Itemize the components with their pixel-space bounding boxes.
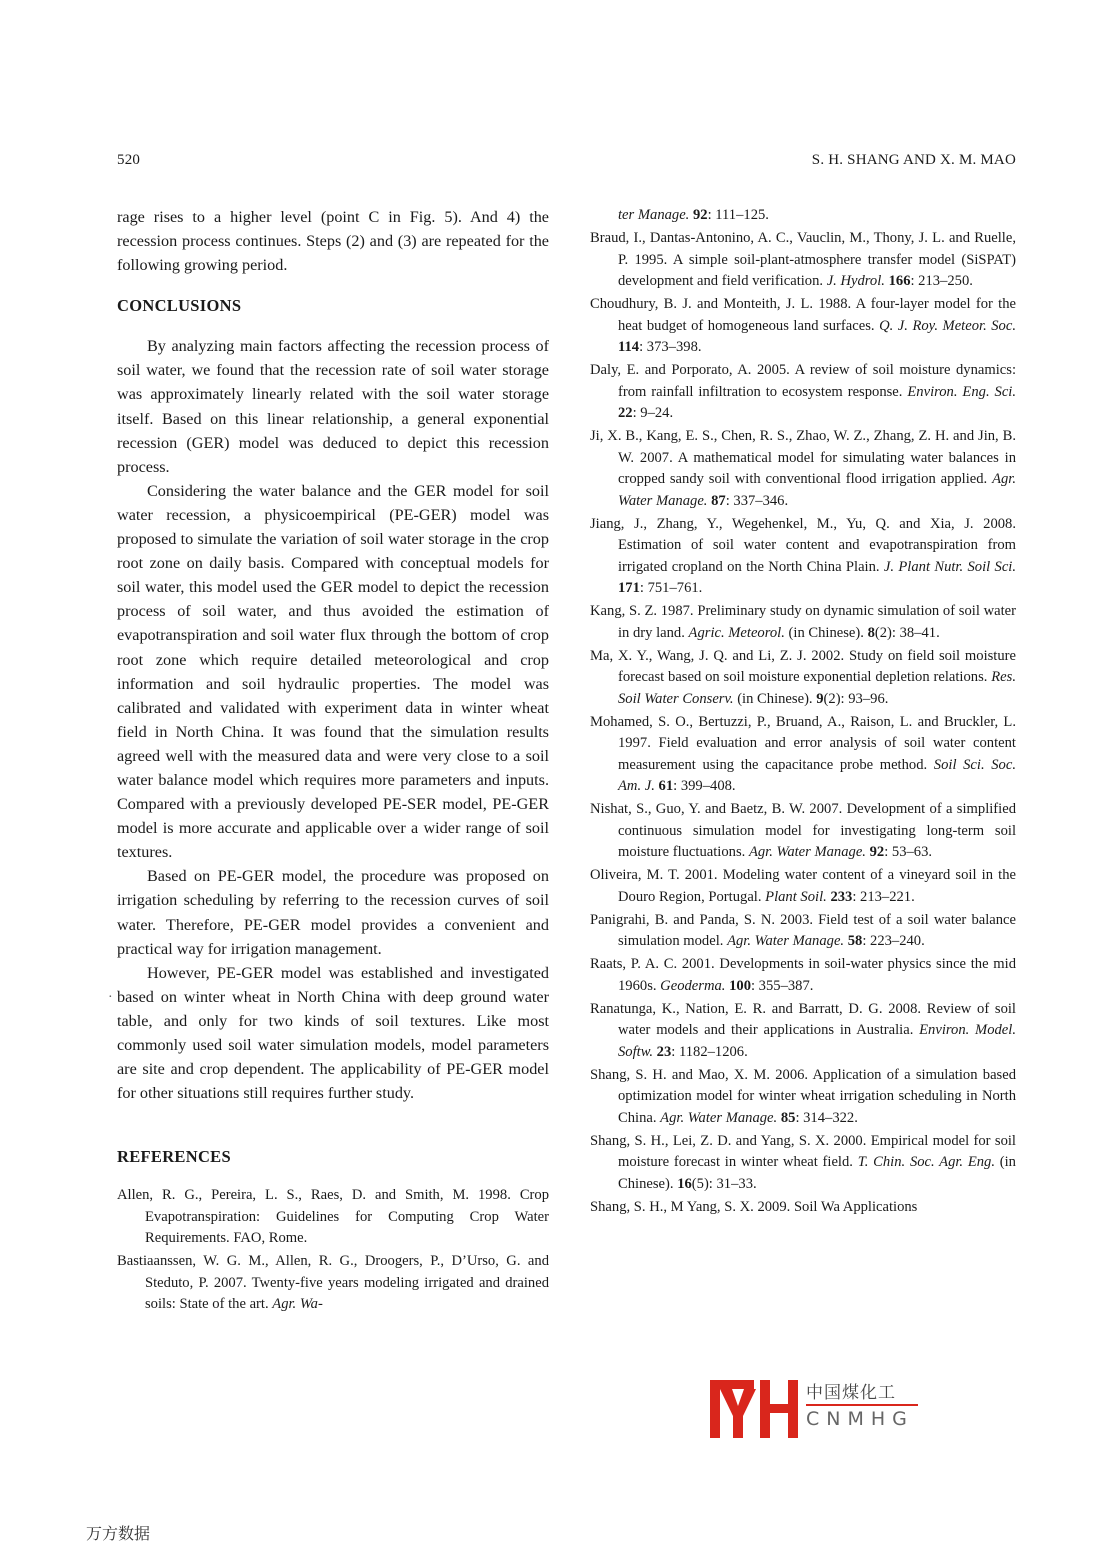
reference-item <box>590 294 1016 359</box>
conclusion-paragraph: However, PE-GER model was established and investigated based on winter wheat in North China with deep ground water table, and only for two kinds of soil textures. Like most commonly used soil water simulation models, model parameters are site and crop dependent. The applicability of PE-GER model for other situations still requires further study. <box>117 963 549 1103</box>
ref-pages: : 399–408. <box>673 778 736 794</box>
ref-volume: 92 <box>693 207 708 223</box>
reference-item <box>117 1251 549 1316</box>
ref-journal: Agric. Meteorol. <box>688 624 785 641</box>
right-column <box>590 205 1016 1220</box>
conclusions-heading: CONCLUSIONS <box>117 296 242 316</box>
ref-journal: Q. J. Roy. Meteor. Soc. <box>879 317 1016 334</box>
ref-title: Field test of a soil water balance simulation model. <box>618 911 1016 949</box>
ref-title: Crop Evapotranspiration: Guidelines for Computing Crop Water Requirements. FAO, Rome. <box>145 1187 549 1247</box>
ref-title: Modeling water content of a vineyard soil in the Douro Region, Portugal. <box>618 867 1016 905</box>
watermark-chinese-name: 中国煤化工 <box>806 1383 896 1403</box>
ref-journal: Soil Sci. Soc. Am. J. <box>618 756 1016 794</box>
reference-item <box>590 426 1016 512</box>
ref-journal: J. Hydrol. <box>826 273 885 289</box>
ref-pages: : 9–24. <box>632 405 674 421</box>
ref-volume: 87 <box>711 492 726 509</box>
reference-continuation <box>590 205 1016 227</box>
page-number: 520 <box>117 152 141 168</box>
ref-pages: : 337–346. <box>725 492 789 509</box>
ref-pages: : 213–250. <box>910 273 973 289</box>
ref-title: A simple soil-plant-atmosphere transfer model (SiSPAT) development and field verification. <box>618 251 1016 289</box>
ref-volume: 16 <box>677 1175 692 1192</box>
ref-pages: : 53–63. <box>884 844 933 860</box>
ref-authors: Raats, P. A. C. 2001. <box>590 956 715 972</box>
reference-item <box>590 1065 1016 1130</box>
reference-item <box>590 865 1016 908</box>
ref-pages: (2): 93–96. <box>823 690 889 707</box>
ref-authors: Ji, X. B., Kang, E. S., Chen, R. S., Zhao, W. Z., Zhang, Z. H. and Jin, B. W. 2007. <box>590 428 1016 466</box>
source-footer: 万方数据 <box>86 1524 151 1543</box>
conclusion-paragraph: Considering the water balance and the GER model for soil water recession, a physicoempirical (PE-GER) model was proposed to simulate the variation of soil water storage in the crop root zone on daily basis. Compared with conceptual models for soil water, this model used the GER model to depict the recession process of soil water, and thus avoided the estimation of evapotranspiration and soil water flux through the bottom of crop root zone which require detailed meteorological and crop information and soil hydraulic properties. The model was calibrated and validated with experiment data in winter wheat field in North China. It was found that the simulation results agreed well with the measured data and were very close to a soil water balance model which requires more parameters and inputs. Compared with a previously developed PE-SER model, PE-GER model is more accurate and applicable over a wider range of soil textures. <box>117 481 549 862</box>
ref-title: A mathematical model for simulating water balances in cropped sandy soil with conventional flood irrigation applied. <box>618 449 1016 487</box>
ref-title: Twenty-five years modeling irrigated and drained soils: State of the art. <box>145 1274 549 1313</box>
ref-authors: Kang, S. Z. 1987. <box>590 603 694 619</box>
intro-paragraph: rage rises to a higher level (point C in Fig. 5). And 4) the recession process continues. Steps (2) and (3) are repeated for the following growing period. <box>117 208 549 275</box>
ref-volume: 85 <box>780 1109 796 1126</box>
ref-volume: 171 <box>618 580 640 596</box>
reference-item <box>590 1197 1016 1219</box>
ref-authors: Shang, S. H. and Mao, X. M. 2006. <box>590 1066 809 1083</box>
ref-pages: : 751–761. <box>639 580 703 596</box>
ref-tail: Applications <box>842 1198 918 1215</box>
brand-mark-icon <box>710 1376 800 1438</box>
margin-mark: · <box>108 990 113 1005</box>
ref-authors: Shang, S. H., Lei, Z. D. and Yang, S. X. 2000. <box>590 1132 867 1149</box>
ref-journal: Agr. Wa- <box>272 1296 323 1313</box>
ref-title: Empirical model for soil moisture forecast in winter wheat field. <box>618 1132 1016 1170</box>
ref-authors: Oliveira, M. T. 2001. <box>590 867 718 883</box>
ref-title: Yang, S. X. 2009. Soil Wa <box>686 1198 840 1215</box>
reference-item <box>590 360 1016 425</box>
ref-pages: : 111–125. <box>707 207 769 223</box>
ref-pages: : 355–387. <box>750 977 814 994</box>
reference-item <box>590 999 1016 1064</box>
reference-item <box>590 646 1016 711</box>
ref-journal: Res. Soil Water Conserv. <box>618 669 1016 707</box>
references-list-right <box>590 228 1016 1218</box>
ref-authors: Nishat, S., Guo, Y. and Baetz, B. W. 2007. <box>590 801 843 817</box>
reference-item <box>590 954 1016 997</box>
ref-title: Field evaluation and error analysis of soil water content measurement using the capacitance probe method. <box>618 735 1016 773</box>
ref-title: Developments in soil-water physics since the mid 1960s. <box>618 956 1016 994</box>
conclusion-paragraph: Based on PE-GER model, the procedure was proposed on irrigation scheduling by referring to the recession curves of soil water. Therefore, PE-GER model provides a convenient and practical way for irrigation management. <box>117 867 549 958</box>
ref-journal: Agr. Water Manage. <box>748 844 866 860</box>
ref-volume: 8 <box>867 624 875 641</box>
ref-title: Study on field soil moisture forecast based on soil moisture exponential depletion relations. <box>618 647 1016 685</box>
ref-authors: Ranatunga, K., Nation, E. R. and Barratt, D. G. 2008. <box>590 1000 922 1017</box>
ref-volume: 22 <box>618 405 633 421</box>
running-head-authors: S. H. SHANG AND X. M. MAO <box>811 152 1016 168</box>
watermark-divider <box>806 1404 918 1406</box>
reference-item <box>590 712 1016 798</box>
ref-title: Review of soil water models and their applications in Australia. <box>618 1000 1016 1038</box>
watermark-english-name: CNMHG <box>806 1408 914 1430</box>
conclusion-paragraph: By analyzing main factors affecting the recession process of soil water, we found that the recession rate of soil water storage was approximately linearly related with the soil water storage itself. Based on this linear relationship, a general exponential recession (GER) model was deduced to depict this recession process. <box>117 337 549 476</box>
ref-pages: : 1182–1206. <box>671 1043 748 1060</box>
ref-volume: 58 <box>847 933 863 949</box>
ref-volume: 100 <box>729 977 751 994</box>
ref-pages: (2): 38–41. <box>874 624 940 641</box>
ref-journal: Environ. Eng. Sci. <box>907 383 1016 400</box>
ref-note: (in Chinese). <box>737 690 813 707</box>
ref-authors: Choudhury, B. J. and Monteith, J. L. 1988. <box>590 296 852 312</box>
ref-authors: Shang, S. H., M <box>590 1198 684 1215</box>
ref-note: (in Chinese). <box>618 1154 1016 1192</box>
ref-authors: Braud, I., Dantas-Antonino, A. C., Vauclin, M., Thony, J. L. and Ruelle, P. 1995. <box>590 230 1016 268</box>
reference-item <box>117 1185 549 1250</box>
reference-item <box>590 228 1016 293</box>
ref-authors: Panigrahi, B. and Panda, S. N. 2003. <box>590 911 814 928</box>
ref-volume: 92 <box>869 844 885 860</box>
ref-journal: Environ. Model. Softw. <box>618 1022 1016 1060</box>
reference-item <box>590 514 1016 600</box>
ref-authors: Allen, R. G., Pereira, L. S., Raes, D. and Smith, M. 1998. <box>117 1187 511 1204</box>
ref-journal: Geoderma. <box>660 977 726 994</box>
ref-volume: 114 <box>618 339 640 355</box>
ref-authors: Bastiaanssen, W. G. M., Allen, R. G., Droogers, P., D’Urso, G. and Steduto, P. 2007. <box>117 1253 549 1291</box>
ref-volume: 166 <box>888 273 911 289</box>
ref-journal: J. Plant Nutr. Soil Sci. <box>883 558 1017 575</box>
ref-volume: 23 <box>656 1043 672 1060</box>
ref-journal: T. Chin. Soc. Agr. Eng. <box>857 1154 995 1170</box>
ref-authors: Mohamed, S. O., Bertuzzi, P., Bruand, A., Raison, L. and Bruckler, L. 1997. <box>590 713 1016 751</box>
watermark-logo <box>710 1376 925 1438</box>
ref-authors: Daly, E. and Porporato, A. 2005. <box>590 362 790 378</box>
left-column <box>117 205 549 1317</box>
ref-pages: : 373–398. <box>639 339 702 355</box>
ref-journal: Agr. Water Manage. <box>727 933 845 949</box>
reference-item <box>590 1131 1016 1196</box>
ref-pages: (5): 31–33. <box>691 1175 757 1192</box>
ref-title: Application of a simulation based optimization model for winter wheat irrigation scheduling in North China. <box>618 1066 1016 1126</box>
ref-title: A four-layer model for the heat budget of homogeneous land surfaces. <box>618 296 1016 334</box>
ref-authors: Ma, X. Y., Wang, J. Q. and Li, Z. J. 2002. <box>590 647 845 664</box>
ref-journal: Plant Soil. <box>765 888 827 905</box>
ref-volume: 233 <box>830 888 853 905</box>
reference-item <box>590 601 1016 644</box>
ref-title: Estimation of soil water content and evapotranspiration from irrigated cropland on the North China Plain. <box>618 537 1016 575</box>
ref-journal: ter Manage. <box>618 207 690 223</box>
ref-pages: : 223–240. <box>862 933 925 949</box>
references-heading: REFERENCES <box>117 1147 231 1167</box>
ref-volume: 9 <box>816 690 824 707</box>
ref-journal: Agr. Water Manage. <box>660 1109 778 1126</box>
ref-title: A review of soil moisture dynamics: from rainfall infiltration to ecosystem response. <box>618 362 1016 400</box>
ref-pages: : 314–322. <box>795 1109 858 1126</box>
reference-item <box>590 799 1016 864</box>
ref-authors: Jiang, J., Zhang, Y., Wegehenkel, M., Yu, Q. and Xia, J. 2008. <box>590 515 1016 532</box>
ref-title: Development of a simplified continuous simulation model for investigating long-term soil moisture fluctuations. <box>618 801 1016 860</box>
ref-note: (in Chinese). <box>788 624 864 641</box>
ref-volume: 61 <box>658 778 674 794</box>
ref-title: Preliminary study on dynamic simulation of soil water in dry land. <box>618 603 1017 641</box>
reference-item <box>590 910 1016 953</box>
ref-journal: Agr. Water Manage. <box>618 471 1016 509</box>
references-list-left <box>117 1185 549 1316</box>
ref-pages: : 213–221. <box>852 888 915 905</box>
